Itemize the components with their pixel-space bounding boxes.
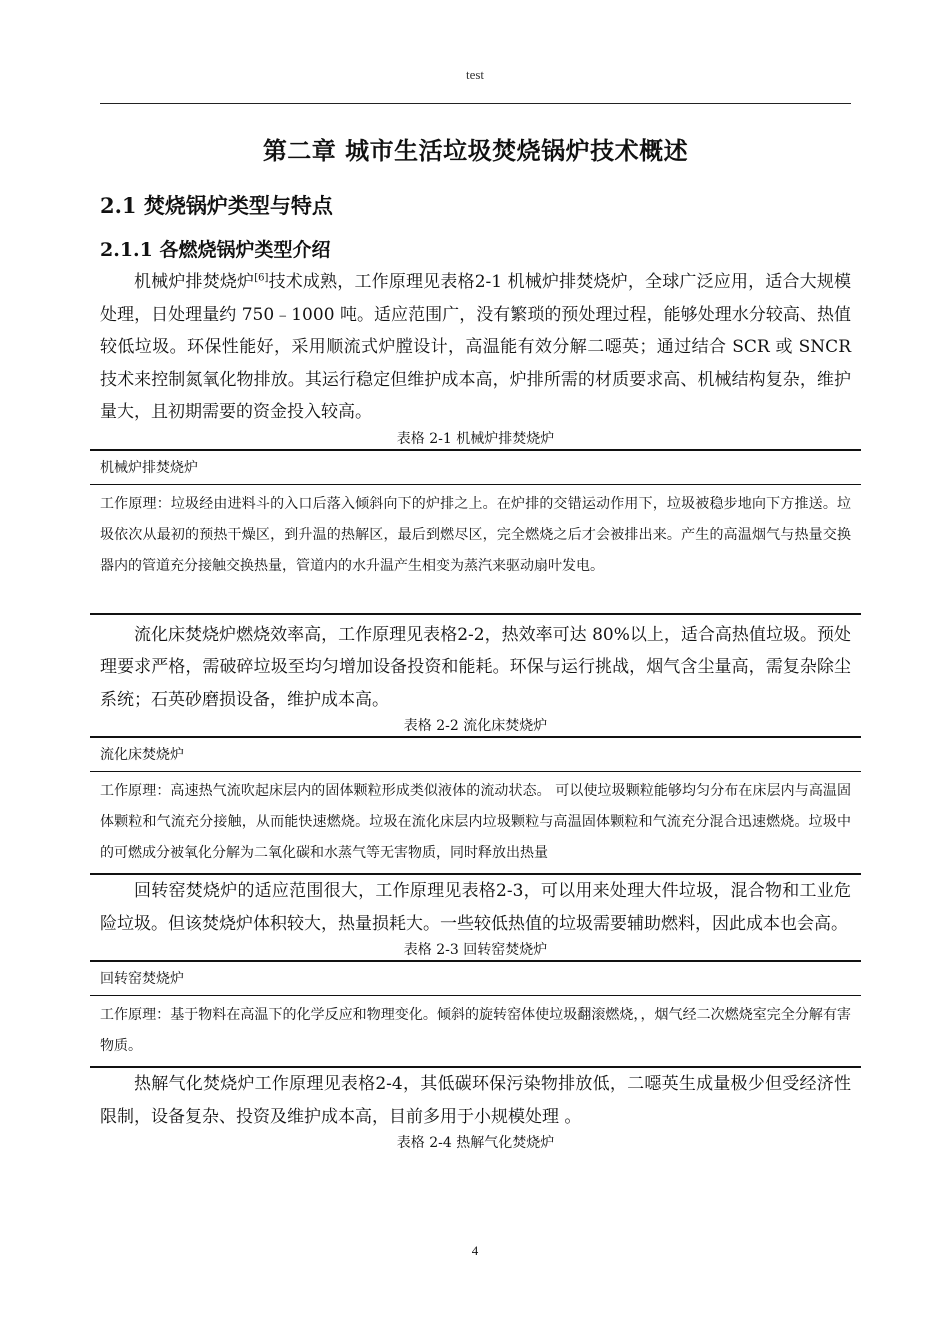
citation-ref[interactable]: [6] xyxy=(254,272,269,284)
table-body-cell: 工作原理：垃圾经由进料斗的入口后落入倾斜向下的炉排之上。在炉排的交错运动作用下，垃圾被稳步地向下方推送。垃圾依次从最初的预热干燥区，到升温的热解区，最后到燃尽区，完全燃烧之后才会被排出来。产生的高温烟气与热量交换器内的管道充分接触交换热量，管道内的水升温产生相变为蒸汽来驱动扇叶发电。 xyxy=(100,495,851,574)
page-header: test xyxy=(465,67,485,82)
table-grate-furnace xyxy=(90,449,861,615)
table-caption: 表格 2-4 热解气化焚烧炉 xyxy=(396,1135,555,1151)
table-body-cell: 工作原理：高速热气流吹起床层内的固体颗粒形成类似液体的流动状态。 可以使垃圾颗粒能够均匀分布在床层内与高温固体颗粒和气流充分接触，从而能快速燃烧。垃圾在流化床层内垃圾颗粒与高温固体颗粒和气流充分混合迅速燃烧。垃圾中的可燃成分被氧化分解为二氧化碳和水蒸气等无害物质，同时释放出热量 xyxy=(100,783,851,861)
table-caption: 表格 2-2 流化床焚烧炉 xyxy=(403,718,548,734)
chapter-title: 第二章 城市生活垃圾焚烧锅炉技术概述 xyxy=(262,136,689,165)
header-rule xyxy=(100,103,851,104)
subsection-title: 2.1.1 各燃烧锅炉类型介绍 xyxy=(100,239,331,261)
table-body-cell: 工作原理：基于物料在高温下的化学反应和物理变化。倾斜的旋转窑体使垃圾翻滚燃烧，，烟气经二次燃烧室完全分解有害物质。 xyxy=(100,1007,851,1054)
paragraph-pyrolysis-gasification: 热解气化焚烧炉工作原理见表格2-4，其低碳环保污染物排放低，二噁英生成量极少但受经济性限制，设备复杂、投资及维护成本高，目前多用于小规模处理 。 xyxy=(100,1074,851,1127)
section-title: 2.1 焚烧锅炉类型与特点 xyxy=(100,193,333,218)
paragraph-fluidized-bed: 流化床焚烧炉燃烧效率高，工作原理见表格2-2，热效率可达 80%以上，适合高热值垃圾。预处理要求严格，需破碎垃圾至均匀增加设备投资和能耗。环保与运行挑战，烟气含尘量高，需复杂除尘系统；石英砂磨损设备，维护成本高。 xyxy=(100,624,851,710)
table-caption: 表格 2-1 机械炉排焚烧炉 xyxy=(396,430,555,447)
table-header-cell: 流化床焚烧炉 xyxy=(90,738,861,772)
page-number: 4 xyxy=(471,1243,479,1258)
table-fluidized-bed xyxy=(90,736,861,875)
paragraph-lead: 机械炉排焚烧炉 xyxy=(134,272,255,292)
paragraph-rotary-kiln: 回转窑焚烧炉的适应范围很大，工作原理见表格2-3，可以用来处理大件垃圾，混合物和工业危险垃圾。但该焚烧炉体积较大，热量损耗大。一些较低热值的垃圾需要辅助燃料，因此成本也会高。 xyxy=(100,881,851,934)
page-content xyxy=(100,128,851,1153)
table-rotary-kiln xyxy=(90,960,861,1068)
table-header-cell: 回转窑焚烧炉 xyxy=(90,962,861,996)
paragraph-grate-furnace xyxy=(100,266,851,429)
table-header-cell: 机械炉排焚烧炉 xyxy=(90,451,861,485)
paragraph-text: 技术成熟，工作原理见表格2-1 机械炉排焚烧炉，全球广泛应用，适合大规模处理，日处理量约 750﹣1000 吨。适应范围广，没有繁琐的预处理过程，能够处理水分较高、热值较低垃圾。环保性能好，采用顺流式炉膛设计，高温能有效分解二噁英；通过结合 SCR 或 SNCR 技术来控制氮氧化物排放。其运行稳定但维护成本高，炉排所需的材质要求高、机械结构复杂，维护量大，且初期需要的资金投入较高。 xyxy=(100,272,851,422)
table-caption: 表格 2-3 回转窑焚烧炉 xyxy=(403,942,548,958)
